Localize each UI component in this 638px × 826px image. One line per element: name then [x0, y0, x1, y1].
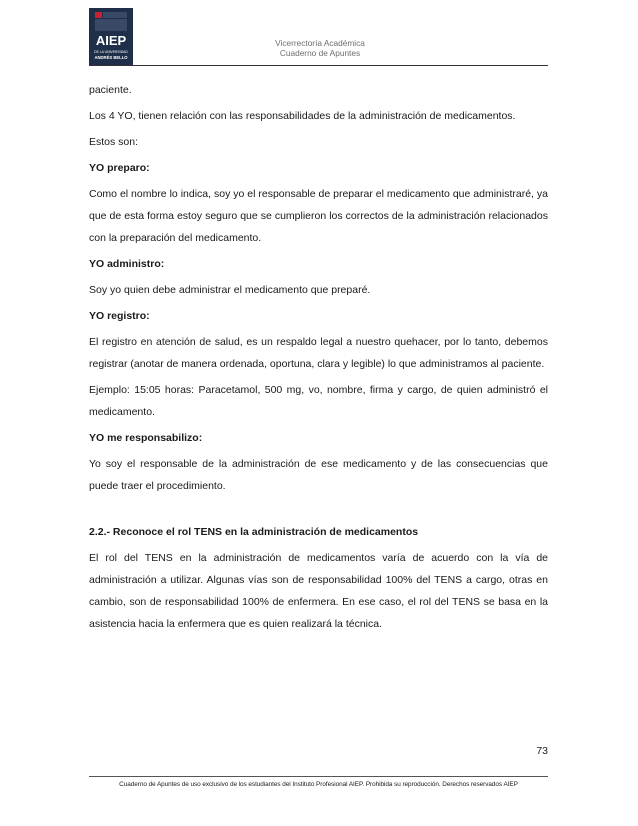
- header-divider: [89, 65, 548, 66]
- paragraph: Los 4 YO, tienen relación con las responsabilidades de la administración de medicamentos.: [89, 110, 516, 122]
- paragraph: Estos son:: [89, 136, 139, 148]
- section-heading: YO administro:: [89, 258, 165, 270]
- page-content: [89, 79, 548, 639]
- section-heading: YO preparo:: [89, 162, 150, 174]
- page-number: 73: [536, 745, 548, 757]
- footer-text: Cuaderno de Apuntes de uso exclusivo de los estudiantes del Instituto Profesional AIEP. Prohibida su reproducción. Derechos reservados AIEP: [119, 781, 518, 788]
- aiep-logo: [89, 8, 133, 66]
- spacer: [89, 501, 548, 521]
- paragraph: paciente.: [89, 84, 132, 96]
- svg-text:AIEP: AIEP: [95, 33, 127, 48]
- header-text: [240, 38, 400, 58]
- section-heading: YO registro:: [89, 310, 150, 322]
- section-heading: YO me responsabilizo:: [89, 432, 203, 444]
- paragraph: Como el nombre lo indica, soy yo el responsable de preparar el medicamento que administraré, ya que de esta forma estoy seguro que se cumplieron los correctos de la administración relacionados con la preparación del medicamento.: [89, 188, 548, 244]
- header-line-2: Cuaderno de Apuntes: [279, 48, 361, 58]
- paragraph: Ejemplo: 15:05 horas: Paracetamol, 500 mg, vo, nombre, firma y cargo, de quien administró el medicamento.: [89, 384, 548, 418]
- paragraph: El registro en atención de salud, es un respaldo legal a nuestro quehacer, por lo tanto, debemos registrar (anotar de manera ordenada, oportuna, clara y legible) lo que administramos al paciente.: [89, 336, 548, 370]
- paragraph: El rol del TENS en la administración de medicamentos varía de acuerdo con la vía de administración a utilizar. Algunas vías son de responsabilidad 100% del TENS a cargo, otras en cambio, son de responsabilidad 100% de enfermera. En ese caso, el rol del TENS se basa en la asistencia hacia la enfermera que es quien realizará la técnica.: [89, 552, 548, 630]
- chapter-heading: 2.2.- Reconoce el rol TENS en la administración de medicamentos: [89, 526, 419, 538]
- svg-text:ANDRÉS BELLO: ANDRÉS BELLO: [94, 55, 128, 60]
- footer-divider: [89, 776, 548, 777]
- paragraph: Yo soy el responsable de la administración de ese medicamento y de las consecuencias que puede traer el procedimiento.: [89, 458, 548, 492]
- header-line-1: Vicerrectoría Académica: [275, 38, 365, 48]
- paragraph: Soy yo quien debe administrar el medicamento que preparé.: [89, 284, 371, 296]
- svg-text:DE LA UNIVERSIDAD: DE LA UNIVERSIDAD: [94, 50, 128, 54]
